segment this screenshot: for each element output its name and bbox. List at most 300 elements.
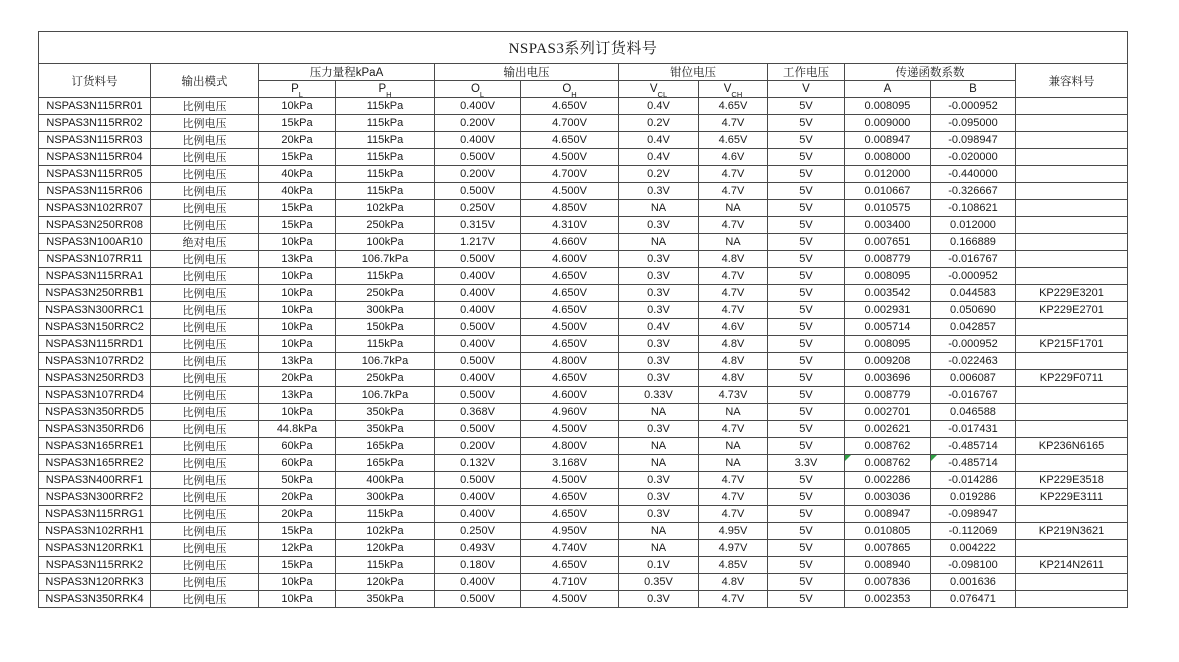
cell-working-voltage: 5V <box>768 132 845 149</box>
cell-pressure-low: 20kPa <box>259 506 336 523</box>
cell-coeff-b: 0.166889 <box>931 234 1016 251</box>
cell-working-voltage: 5V <box>768 302 845 319</box>
table-row <box>39 557 1128 574</box>
cell-output-low: 0.250V <box>435 523 521 540</box>
cell-output-mode: 比例电压 <box>151 336 259 353</box>
table-row <box>39 455 1128 472</box>
col-subheader-vcl: $V_{CL}$ <box>619 81 699 98</box>
cell-coeff-a: 0.008762 <box>845 438 931 455</box>
cell-output-low: 0.315V <box>435 217 521 234</box>
cell-output-mode: 比例电压 <box>151 98 259 115</box>
cell-clamp-high: NA <box>699 438 768 455</box>
cell-output-mode: 比例电压 <box>151 574 259 591</box>
cell-pressure-low: 15kPa <box>259 200 336 217</box>
cell-pressure-high: 115kPa <box>336 132 435 149</box>
cell-clamp-high: NA <box>699 200 768 217</box>
cell-pressure-high: 165kPa <box>336 438 435 455</box>
cell-compatible-part <box>1016 319 1128 336</box>
cell-part-number: NSPAS3N102RRH1 <box>39 523 151 540</box>
cell-coeff-a: 0.008095 <box>845 98 931 115</box>
cell-clamp-high: 4.95V <box>699 523 768 540</box>
cell-part-number: NSPAS3N102RR07 <box>39 200 151 217</box>
cell-output-high: 4.740V <box>521 540 619 557</box>
cell-output-low: 0.400V <box>435 98 521 115</box>
cell-working-voltage: 5V <box>768 98 845 115</box>
col-header-clamp-voltage: 钳位电压 <box>619 64 768 81</box>
cell-clamp-high: 4.65V <box>699 98 768 115</box>
cell-output-low: 0.200V <box>435 166 521 183</box>
col-subheader-v: V <box>768 81 845 98</box>
table-row <box>39 591 1128 608</box>
cell-working-voltage: 5V <box>768 421 845 438</box>
cell-coeff-b: 0.004222 <box>931 540 1016 557</box>
cell-clamp-high: 4.7V <box>699 591 768 608</box>
cell-coeff-a: 0.002353 <box>845 591 931 608</box>
cell-output-low: 0.400V <box>435 370 521 387</box>
cell-working-voltage: 5V <box>768 506 845 523</box>
cell-compatible-part <box>1016 115 1128 132</box>
cell-output-high: 4.650V <box>521 98 619 115</box>
cell-working-voltage: 5V <box>768 183 845 200</box>
cell-output-high: 4.660V <box>521 234 619 251</box>
cell-compatible-part <box>1016 217 1128 234</box>
cell-part-number: NSPAS3N165RRE2 <box>39 455 151 472</box>
table-row <box>39 234 1128 251</box>
cell-coeff-b: -0.016767 <box>931 387 1016 404</box>
cell-compatible-part <box>1016 506 1128 523</box>
cell-output-mode: 比例电压 <box>151 523 259 540</box>
cell-output-mode: 比例电压 <box>151 370 259 387</box>
col-subheader-oh: $O_H$ <box>521 81 619 98</box>
cell-coeff-a: 0.005714 <box>845 319 931 336</box>
cell-pressure-low: 15kPa <box>259 557 336 574</box>
cell-part-number: NSPAS3N115RR03 <box>39 132 151 149</box>
cell-coeff-a: 0.010575 <box>845 200 931 217</box>
cell-pressure-high: 106.7kPa <box>336 251 435 268</box>
cell-clamp-high: 4.6V <box>699 319 768 336</box>
cell-part-number: NSPAS3N250RRD3 <box>39 370 151 387</box>
cell-output-mode: 比例电压 <box>151 404 259 421</box>
cell-clamp-low: 0.4V <box>619 149 699 166</box>
cell-clamp-low: NA <box>619 438 699 455</box>
cell-part-number: NSPAS3N250RR08 <box>39 217 151 234</box>
cell-part-number: NSPAS3N115RR02 <box>39 115 151 132</box>
cell-compatible-part: KP214N2611 <box>1016 557 1128 574</box>
table-row <box>39 200 1128 217</box>
cell-output-high: 4.800V <box>521 438 619 455</box>
cell-compatible-part <box>1016 421 1128 438</box>
table-row <box>39 251 1128 268</box>
cell-coeff-a: 0.002701 <box>845 404 931 421</box>
cell-pressure-high: 100kPa <box>336 234 435 251</box>
cell-output-mode: 比例电压 <box>151 387 259 404</box>
cell-pressure-low: 40kPa <box>259 183 336 200</box>
cell-output-mode: 比例电压 <box>151 421 259 438</box>
col-header-part-number: 订货料号 <box>39 64 151 98</box>
cell-output-low: 0.500V <box>435 591 521 608</box>
cell-compatible-part <box>1016 353 1128 370</box>
cell-output-mode: 比例电压 <box>151 200 259 217</box>
cell-output-mode: 比例电压 <box>151 217 259 234</box>
col-subheader-ph: $P_H$ <box>336 81 435 98</box>
cell-coeff-b: -0.485714 <box>931 438 1016 455</box>
cell-output-mode: 比例电压 <box>151 149 259 166</box>
cell-clamp-low: 0.4V <box>619 98 699 115</box>
col-header-compatible: 兼容料号 <box>1016 64 1128 98</box>
cell-output-mode: 比例电压 <box>151 472 259 489</box>
cell-clamp-high: 4.7V <box>699 302 768 319</box>
cell-clamp-low: 0.3V <box>619 421 699 438</box>
cell-coeff-a: 0.012000 <box>845 166 931 183</box>
header-row-groups <box>39 64 1128 81</box>
cell-pressure-low: 15kPa <box>259 217 336 234</box>
cell-working-voltage: 5V <box>768 489 845 506</box>
cell-pressure-high: 150kPa <box>336 319 435 336</box>
cell-clamp-high: 4.7V <box>699 421 768 438</box>
cell-compatible-part <box>1016 251 1128 268</box>
cell-output-high: 4.650V <box>521 557 619 574</box>
cell-output-high: 4.650V <box>521 336 619 353</box>
cell-output-low: 0.368V <box>435 404 521 421</box>
cell-coeff-b: -0.014286 <box>931 472 1016 489</box>
cell-compatible-part: KP219N3621 <box>1016 523 1128 540</box>
cell-coeff-a: 0.008779 <box>845 251 931 268</box>
cell-output-low: 0.500V <box>435 183 521 200</box>
cell-clamp-high: 4.7V <box>699 115 768 132</box>
cell-clamp-low: 0.3V <box>619 268 699 285</box>
cell-output-mode: 比例电压 <box>151 251 259 268</box>
cell-coeff-a: 0.003542 <box>845 285 931 302</box>
cell-working-voltage: 3.3V <box>768 455 845 472</box>
cell-coeff-a: 0.002931 <box>845 302 931 319</box>
cell-pressure-low: 10kPa <box>259 285 336 302</box>
cell-coeff-b: 0.012000 <box>931 217 1016 234</box>
cell-coeff-a: 0.007865 <box>845 540 931 557</box>
table-row <box>39 404 1128 421</box>
cell-output-high: 4.650V <box>521 285 619 302</box>
cell-coeff-b: -0.022463 <box>931 353 1016 370</box>
cell-working-voltage: 5V <box>768 353 845 370</box>
cell-coeff-b: 0.044583 <box>931 285 1016 302</box>
cell-compatible-part <box>1016 98 1128 115</box>
cell-pressure-high: 115kPa <box>336 268 435 285</box>
cell-output-mode: 比例电压 <box>151 455 259 472</box>
cell-output-high: 4.650V <box>521 302 619 319</box>
cell-compatible-part: KP229E3518 <box>1016 472 1128 489</box>
cell-output-high: 4.700V <box>521 166 619 183</box>
cell-compatible-part <box>1016 234 1128 251</box>
cell-pressure-low: 44.8kPa <box>259 421 336 438</box>
cell-working-voltage: 5V <box>768 234 845 251</box>
cell-clamp-high: NA <box>699 404 768 421</box>
cell-working-voltage: 5V <box>768 523 845 540</box>
cell-coeff-a: 0.009208 <box>845 353 931 370</box>
cell-pressure-high: 115kPa <box>336 115 435 132</box>
cell-output-low: 0.500V <box>435 251 521 268</box>
cell-compatible-part <box>1016 591 1128 608</box>
cell-pressure-high: 102kPa <box>336 523 435 540</box>
cell-clamp-low: 0.3V <box>619 183 699 200</box>
cell-clamp-low: NA <box>619 523 699 540</box>
cell-output-high: 4.500V <box>521 149 619 166</box>
cell-coeff-b: -0.108621 <box>931 200 1016 217</box>
cell-pressure-high: 350kPa <box>336 404 435 421</box>
cell-output-mode: 比例电压 <box>151 285 259 302</box>
table-row <box>39 336 1128 353</box>
cell-pressure-low: 10kPa <box>259 98 336 115</box>
cell-coeff-b: -0.000952 <box>931 98 1016 115</box>
table-row <box>39 489 1128 506</box>
cell-coeff-a: 0.008000 <box>845 149 931 166</box>
cell-pressure-low: 15kPa <box>259 115 336 132</box>
cell-coeff-b: 0.006087 <box>931 370 1016 387</box>
cell-pressure-low: 13kPa <box>259 251 336 268</box>
table-row <box>39 302 1128 319</box>
cell-part-number: NSPAS3N115RRG1 <box>39 506 151 523</box>
cell-coeff-a: 0.010667 <box>845 183 931 200</box>
cell-output-mode: 比例电压 <box>151 540 259 557</box>
cell-clamp-high: 4.8V <box>699 370 768 387</box>
cell-pressure-low: 10kPa <box>259 319 336 336</box>
cell-working-voltage: 5V <box>768 404 845 421</box>
cell-part-number: NSPAS3N150RRC2 <box>39 319 151 336</box>
cell-clamp-low: NA <box>619 234 699 251</box>
cell-output-low: 0.200V <box>435 438 521 455</box>
cell-coeff-b: -0.000952 <box>931 336 1016 353</box>
cell-compatible-part <box>1016 183 1128 200</box>
cell-coeff-a: 0.009000 <box>845 115 931 132</box>
cell-part-number: NSPAS3N107RR11 <box>39 251 151 268</box>
cell-pressure-low: 10kPa <box>259 404 336 421</box>
col-subheader-b: B <box>931 81 1016 98</box>
cell-output-low: 0.500V <box>435 353 521 370</box>
cell-pressure-high: 115kPa <box>336 98 435 115</box>
table-row <box>39 370 1128 387</box>
cell-coeff-b: 0.001636 <box>931 574 1016 591</box>
cell-output-high: 4.600V <box>521 251 619 268</box>
cell-working-voltage: 5V <box>768 200 845 217</box>
cell-pressure-high: 106.7kPa <box>336 387 435 404</box>
cell-output-low: 1.217V <box>435 234 521 251</box>
cell-part-number: NSPAS3N115RR06 <box>39 183 151 200</box>
table-row <box>39 353 1128 370</box>
cell-compatible-part <box>1016 166 1128 183</box>
cell-clamp-low: NA <box>619 404 699 421</box>
cell-part-number: NSPAS3N300RRC1 <box>39 302 151 319</box>
cell-compatible-part <box>1016 132 1128 149</box>
cell-pressure-high: 120kPa <box>336 574 435 591</box>
cell-output-low: 0.180V <box>435 557 521 574</box>
cell-coeff-b: -0.112069 <box>931 523 1016 540</box>
col-header-output-mode: 输出模式 <box>151 64 259 98</box>
cell-clamp-high: 4.7V <box>699 268 768 285</box>
cell-pressure-high: 115kPa <box>336 336 435 353</box>
cell-compatible-part <box>1016 540 1128 557</box>
cell-part-number: NSPAS3N350RRD5 <box>39 404 151 421</box>
cell-part-number: NSPAS3N250RRB1 <box>39 285 151 302</box>
cell-working-voltage: 5V <box>768 217 845 234</box>
cell-output-mode: 比例电压 <box>151 489 259 506</box>
cell-pressure-low: 20kPa <box>259 132 336 149</box>
cell-output-low: 0.500V <box>435 319 521 336</box>
table-row <box>39 285 1128 302</box>
col-header-transfer-coeff: 传递函数系数 <box>845 64 1016 81</box>
cell-working-voltage: 5V <box>768 319 845 336</box>
cell-clamp-high: 4.8V <box>699 251 768 268</box>
cell-coeff-a: 0.003696 <box>845 370 931 387</box>
cell-compatible-part: KP229E2701 <box>1016 302 1128 319</box>
cell-part-number: NSPAS3N115RRD1 <box>39 336 151 353</box>
cell-pressure-low: 40kPa <box>259 166 336 183</box>
cell-coeff-b: 0.050690 <box>931 302 1016 319</box>
cell-output-low: 0.400V <box>435 489 521 506</box>
cell-clamp-low: 0.3V <box>619 336 699 353</box>
cell-clamp-high: 4.7V <box>699 183 768 200</box>
cell-compatible-part <box>1016 200 1128 217</box>
cell-clamp-low: 0.3V <box>619 285 699 302</box>
cell-output-high: 4.310V <box>521 217 619 234</box>
cell-pressure-low: 10kPa <box>259 574 336 591</box>
cell-coeff-a: 0.008947 <box>845 506 931 523</box>
table-row <box>39 268 1128 285</box>
cell-output-mode: 比例电压 <box>151 319 259 336</box>
cell-clamp-low: 0.2V <box>619 115 699 132</box>
cell-output-high: 4.650V <box>521 132 619 149</box>
cell-output-low: 0.400V <box>435 506 521 523</box>
cell-pressure-high: 115kPa <box>336 506 435 523</box>
cell-clamp-low: 0.33V <box>619 387 699 404</box>
cell-pressure-low: 10kPa <box>259 591 336 608</box>
cell-clamp-low: 0.4V <box>619 132 699 149</box>
cell-pressure-high: 115kPa <box>336 557 435 574</box>
cell-output-high: 4.600V <box>521 387 619 404</box>
cell-clamp-low: 0.1V <box>619 557 699 574</box>
cell-compatible-part: KP229E3201 <box>1016 285 1128 302</box>
cell-clamp-high: 4.97V <box>699 540 768 557</box>
cell-pressure-low: 20kPa <box>259 370 336 387</box>
table-row <box>39 574 1128 591</box>
cell-working-voltage: 5V <box>768 387 845 404</box>
cell-output-mode: 绝对电压 <box>151 234 259 251</box>
cell-output-high: 4.650V <box>521 506 619 523</box>
cell-part-number: NSPAS3N115RRK2 <box>39 557 151 574</box>
cell-clamp-high: NA <box>699 234 768 251</box>
cell-coeff-a: 0.003036 <box>845 489 931 506</box>
cell-pressure-high: 102kPa <box>336 200 435 217</box>
cell-clamp-low: NA <box>619 540 699 557</box>
cell-output-high: 4.710V <box>521 574 619 591</box>
cell-coeff-a: 0.007836 <box>845 574 931 591</box>
cell-working-voltage: 5V <box>768 557 845 574</box>
cell-working-voltage: 5V <box>768 591 845 608</box>
cell-output-low: 0.400V <box>435 336 521 353</box>
cell-output-low: 0.250V <box>435 200 521 217</box>
cell-output-high: 4.650V <box>521 489 619 506</box>
cell-output-low: 0.400V <box>435 574 521 591</box>
cell-clamp-low: NA <box>619 200 699 217</box>
cell-output-high: 3.168V <box>521 455 619 472</box>
cell-working-voltage: 5V <box>768 268 845 285</box>
table-row <box>39 132 1128 149</box>
cell-coeff-b: -0.485714 <box>931 455 1016 472</box>
order-table <box>38 31 1128 608</box>
cell-pressure-high: 350kPa <box>336 421 435 438</box>
cell-working-voltage: 5V <box>768 285 845 302</box>
cell-output-low: 0.400V <box>435 268 521 285</box>
cell-pressure-high: 120kPa <box>336 540 435 557</box>
cell-clamp-low: 0.3V <box>619 591 699 608</box>
cell-output-low: 0.500V <box>435 149 521 166</box>
table-row <box>39 183 1128 200</box>
col-header-working-voltage: 工作电压 <box>768 64 845 81</box>
page-title: NSPAS3系列订货料号 <box>39 32 1128 64</box>
cell-coeff-a: 0.007651 <box>845 234 931 251</box>
cell-compatible-part: KP229E3111 <box>1016 489 1128 506</box>
cell-output-high: 4.500V <box>521 591 619 608</box>
cell-output-high: 4.950V <box>521 523 619 540</box>
table-row <box>39 98 1128 115</box>
cell-clamp-low: 0.3V <box>619 489 699 506</box>
cell-compatible-part <box>1016 404 1128 421</box>
cell-clamp-low: 0.3V <box>619 370 699 387</box>
cell-pressure-high: 300kPa <box>336 302 435 319</box>
cell-working-voltage: 5V <box>768 574 845 591</box>
cell-output-low: 0.132V <box>435 455 521 472</box>
cell-pressure-low: 60kPa <box>259 438 336 455</box>
table-row <box>39 421 1128 438</box>
cell-clamp-low: 0.3V <box>619 506 699 523</box>
table-row <box>39 217 1128 234</box>
cell-compatible-part <box>1016 574 1128 591</box>
cell-clamp-low: 0.3V <box>619 353 699 370</box>
cell-coeff-b: -0.098947 <box>931 506 1016 523</box>
cell-pressure-low: 50kPa <box>259 472 336 489</box>
cell-coeff-a: 0.002621 <box>845 421 931 438</box>
cell-output-low: 0.500V <box>435 472 521 489</box>
cell-coeff-b: -0.326667 <box>931 183 1016 200</box>
cell-part-number: NSPAS3N350RRD6 <box>39 421 151 438</box>
table-row <box>39 149 1128 166</box>
cell-pressure-low: 60kPa <box>259 455 336 472</box>
cell-part-number: NSPAS3N115RR01 <box>39 98 151 115</box>
cell-pressure-high: 115kPa <box>336 166 435 183</box>
cell-compatible-part: KP236N6165 <box>1016 438 1128 455</box>
title-row <box>39 32 1128 64</box>
cell-pressure-low: 10kPa <box>259 268 336 285</box>
cell-pressure-high: 250kPa <box>336 285 435 302</box>
cell-clamp-high: 4.7V <box>699 489 768 506</box>
cell-coeff-a: 0.003400 <box>845 217 931 234</box>
cell-clamp-high: 4.6V <box>699 149 768 166</box>
table-row <box>39 506 1128 523</box>
cell-output-high: 4.650V <box>521 370 619 387</box>
table-row <box>39 319 1128 336</box>
cell-coeff-b: 0.019286 <box>931 489 1016 506</box>
cell-pressure-high: 250kPa <box>336 370 435 387</box>
cell-part-number: NSPAS3N120RRK3 <box>39 574 151 591</box>
cell-pressure-low: 12kPa <box>259 540 336 557</box>
cell-coeff-b: 0.076471 <box>931 591 1016 608</box>
cell-pressure-low: 10kPa <box>259 302 336 319</box>
cell-coeff-a: 0.008779 <box>845 387 931 404</box>
cell-clamp-high: 4.7V <box>699 217 768 234</box>
cell-coeff-b: -0.440000 <box>931 166 1016 183</box>
table-row <box>39 115 1128 132</box>
cell-compatible-part <box>1016 455 1128 472</box>
cell-output-mode: 比例电压 <box>151 268 259 285</box>
cell-working-voltage: 5V <box>768 149 845 166</box>
cell-output-mode: 比例电压 <box>151 557 259 574</box>
